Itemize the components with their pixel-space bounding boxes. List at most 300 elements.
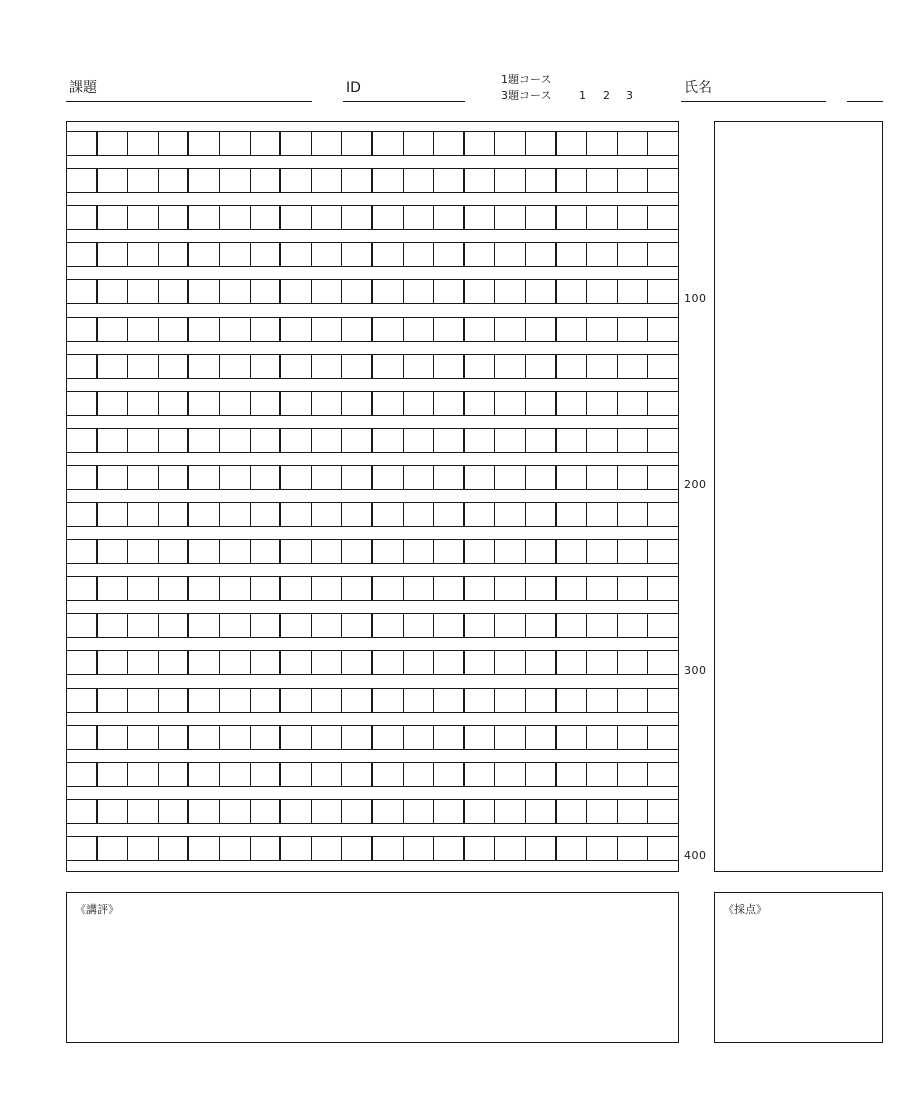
grid-cell[interactable] (434, 355, 465, 378)
grid-cell[interactable] (98, 355, 129, 378)
grid-cell[interactable] (67, 280, 98, 303)
grid-cell[interactable] (67, 614, 98, 637)
grid-cell[interactable] (495, 540, 526, 563)
grid-cell[interactable] (220, 355, 251, 378)
grid-cell[interactable] (67, 800, 98, 823)
grid-cell[interactable] (98, 837, 129, 860)
grid-cell[interactable] (281, 763, 312, 786)
grid-cell[interactable] (281, 355, 312, 378)
grid-cell[interactable] (618, 540, 649, 563)
grid-cell[interactable] (159, 355, 190, 378)
grid-cell[interactable] (67, 169, 98, 192)
grid-cell[interactable] (373, 392, 404, 415)
grid-cell[interactable] (587, 837, 618, 860)
grid-cell[interactable] (342, 800, 373, 823)
grid-cell[interactable] (342, 429, 373, 452)
grid-cell[interactable] (434, 132, 465, 155)
grid-cell[interactable] (648, 651, 679, 674)
grid-cell[interactable] (434, 318, 465, 341)
grid-cell[interactable] (618, 392, 649, 415)
grid-cell[interactable] (495, 429, 526, 452)
grid-cell[interactable] (434, 392, 465, 415)
grid-cell[interactable] (312, 540, 343, 563)
grid-cell[interactable] (618, 429, 649, 452)
grid-cell[interactable] (465, 577, 496, 600)
grid-cell[interactable] (128, 169, 159, 192)
grid-cell[interactable] (342, 280, 373, 303)
grid-cell[interactable] (128, 577, 159, 600)
grid-cell[interactable] (404, 726, 435, 749)
grid-cell[interactable] (251, 206, 282, 229)
grid-cell[interactable] (220, 577, 251, 600)
grid-cell[interactable] (587, 540, 618, 563)
grid-cell[interactable] (373, 132, 404, 155)
grid-cell[interactable] (648, 466, 679, 489)
grid-cell[interactable] (587, 206, 618, 229)
grid-cell[interactable] (189, 243, 220, 266)
grid-cell[interactable] (220, 466, 251, 489)
grid-cell[interactable] (618, 466, 649, 489)
grid-cell[interactable] (189, 503, 220, 526)
grid-cell[interactable] (128, 355, 159, 378)
grid-cell[interactable] (281, 577, 312, 600)
grid-cell[interactable] (220, 614, 251, 637)
grid-cell[interactable] (67, 429, 98, 452)
grid-cell[interactable] (220, 726, 251, 749)
grid-cell[interactable] (404, 169, 435, 192)
grid-cell[interactable] (251, 540, 282, 563)
grid-cell[interactable] (648, 392, 679, 415)
grid-cell[interactable] (373, 577, 404, 600)
grid-cell[interactable] (557, 726, 588, 749)
grid-cell[interactable] (648, 577, 679, 600)
grid-cell[interactable] (434, 280, 465, 303)
grid-cell[interactable] (67, 651, 98, 674)
grid-cell[interactable] (281, 132, 312, 155)
grid-cell[interactable] (373, 651, 404, 674)
grid-cell[interactable] (251, 280, 282, 303)
grid-cell[interactable] (67, 726, 98, 749)
grid-cell[interactable] (251, 318, 282, 341)
grid-cell[interactable] (159, 169, 190, 192)
grid-cell[interactable] (404, 392, 435, 415)
grid-cell[interactable] (67, 577, 98, 600)
grid-cell[interactable] (281, 243, 312, 266)
grid-cell[interactable] (342, 614, 373, 637)
grid-cell[interactable] (618, 577, 649, 600)
grid-cell[interactable] (648, 837, 679, 860)
grid-cell[interactable] (434, 429, 465, 452)
grid-cell[interactable] (526, 132, 557, 155)
grid-cell[interactable] (526, 243, 557, 266)
grid-cell[interactable] (67, 355, 98, 378)
grid-cell[interactable] (189, 800, 220, 823)
grid-cell[interactable] (342, 132, 373, 155)
grid-cell[interactable] (159, 206, 190, 229)
grid-cell[interactable] (648, 206, 679, 229)
grid-cell[interactable] (281, 800, 312, 823)
grid-cell[interactable] (98, 651, 129, 674)
grid-cell[interactable] (465, 355, 496, 378)
grid-cell[interactable] (159, 466, 190, 489)
grid-cell[interactable] (648, 169, 679, 192)
grid-cell[interactable] (98, 429, 129, 452)
grid-cell[interactable] (189, 169, 220, 192)
grid-cell[interactable] (495, 243, 526, 266)
grid-cell[interactable] (465, 800, 496, 823)
grid-cell[interactable] (312, 466, 343, 489)
grid-cell[interactable] (67, 837, 98, 860)
grid-cell[interactable] (526, 614, 557, 637)
grid-cell[interactable] (557, 429, 588, 452)
grid-cell[interactable] (495, 206, 526, 229)
grid-cell[interactable] (648, 243, 679, 266)
grid-cell[interactable] (557, 206, 588, 229)
grid-cell[interactable] (189, 206, 220, 229)
grid-cell[interactable] (557, 503, 588, 526)
grid-cell[interactable] (312, 169, 343, 192)
grid-cell[interactable] (220, 503, 251, 526)
grid-cell[interactable] (495, 651, 526, 674)
grid-cell[interactable] (251, 763, 282, 786)
grid-cell[interactable] (189, 689, 220, 712)
grid-cell[interactable] (159, 800, 190, 823)
grid-cell[interactable] (67, 392, 98, 415)
score-box[interactable] (714, 892, 883, 1043)
grid-cell[interactable] (342, 243, 373, 266)
grid-cell[interactable] (67, 503, 98, 526)
grid-cell[interactable] (189, 651, 220, 674)
grid-cell[interactable] (67, 243, 98, 266)
grid-cell[interactable] (557, 318, 588, 341)
grid-cell[interactable] (526, 466, 557, 489)
grid-cell[interactable] (98, 169, 129, 192)
grid-cell[interactable] (67, 132, 98, 155)
grid-cell[interactable] (312, 614, 343, 637)
grid-cell[interactable] (557, 577, 588, 600)
grid-cell[interactable] (342, 540, 373, 563)
grid-cell[interactable] (312, 800, 343, 823)
grid-cell[interactable] (342, 726, 373, 749)
grid-cell[interactable] (312, 503, 343, 526)
grid-cell[interactable] (342, 466, 373, 489)
grid-cell[interactable] (159, 132, 190, 155)
grid-cell[interactable] (98, 243, 129, 266)
grid-cell[interactable] (281, 651, 312, 674)
grid-cell[interactable] (312, 837, 343, 860)
grid-cell[interactable] (373, 800, 404, 823)
grid-cell[interactable] (465, 318, 496, 341)
grid-cell[interactable] (373, 689, 404, 712)
grid-cell[interactable] (587, 466, 618, 489)
grid-cell[interactable] (251, 429, 282, 452)
grid-cell[interactable] (557, 466, 588, 489)
grid-cell[interactable] (557, 800, 588, 823)
grid-cell[interactable] (587, 429, 618, 452)
grid-cell[interactable] (648, 726, 679, 749)
grid-cell[interactable] (495, 837, 526, 860)
grid-cell[interactable] (465, 726, 496, 749)
grid-cell[interactable] (312, 763, 343, 786)
grid-cell[interactable] (342, 689, 373, 712)
grid-cell[interactable] (189, 466, 220, 489)
grid-cell[interactable] (495, 466, 526, 489)
grid-cell[interactable] (404, 800, 435, 823)
grid-cell[interactable] (67, 540, 98, 563)
grid-cell[interactable] (159, 577, 190, 600)
grid-cell[interactable] (128, 206, 159, 229)
grid-cell[interactable] (526, 429, 557, 452)
grid-cell[interactable] (159, 318, 190, 341)
grid-cell[interactable] (189, 614, 220, 637)
grid-cell[interactable] (281, 689, 312, 712)
grid-cell[interactable] (220, 689, 251, 712)
grid-cell[interactable] (373, 429, 404, 452)
course-option-3[interactable]: 3 (626, 89, 633, 102)
grid-cell[interactable] (587, 577, 618, 600)
grid-cell[interactable] (159, 726, 190, 749)
grid-cell[interactable] (342, 206, 373, 229)
grid-cell[interactable] (495, 726, 526, 749)
grid-cell[interactable] (373, 318, 404, 341)
grid-cell[interactable] (189, 726, 220, 749)
name-field[interactable] (681, 101, 826, 102)
grid-cell[interactable] (618, 355, 649, 378)
grid-cell[interactable] (526, 689, 557, 712)
grid-cell[interactable] (495, 280, 526, 303)
grid-cell[interactable] (281, 206, 312, 229)
grid-cell[interactable] (251, 726, 282, 749)
grid-cell[interactable] (465, 614, 496, 637)
grid-cell[interactable] (465, 466, 496, 489)
grid-cell[interactable] (189, 132, 220, 155)
grid-cell[interactable] (128, 763, 159, 786)
grid-cell[interactable] (618, 206, 649, 229)
grid-cell[interactable] (189, 392, 220, 415)
grid-cell[interactable] (342, 651, 373, 674)
grid-cell[interactable] (404, 651, 435, 674)
grid-cell[interactable] (526, 392, 557, 415)
grid-cell[interactable] (312, 132, 343, 155)
grid-cell[interactable] (404, 355, 435, 378)
grid-cell[interactable] (220, 429, 251, 452)
grid-cell[interactable] (526, 280, 557, 303)
grid-cell[interactable] (404, 429, 435, 452)
grid-cell[interactable] (128, 503, 159, 526)
grid-cell[interactable] (159, 614, 190, 637)
grid-cell[interactable] (373, 837, 404, 860)
grid-cell[interactable] (312, 429, 343, 452)
grid-cell[interactable] (465, 689, 496, 712)
grid-cell[interactable] (557, 651, 588, 674)
grid-cell[interactable] (526, 577, 557, 600)
grid-cell[interactable] (281, 614, 312, 637)
grid-cell[interactable] (128, 466, 159, 489)
grid-cell[interactable] (98, 614, 129, 637)
grid-cell[interactable] (526, 503, 557, 526)
grid-cell[interactable] (128, 540, 159, 563)
grid-cell[interactable] (128, 614, 159, 637)
grid-cell[interactable] (618, 280, 649, 303)
grid-cell[interactable] (251, 355, 282, 378)
grid-cell[interactable] (434, 540, 465, 563)
grid-cell[interactable] (495, 503, 526, 526)
grid-cell[interactable] (404, 837, 435, 860)
grid-cell[interactable] (128, 651, 159, 674)
grid-cell[interactable] (434, 503, 465, 526)
grid-cell[interactable] (495, 169, 526, 192)
grid-cell[interactable] (67, 689, 98, 712)
grid-cell[interactable] (159, 689, 190, 712)
grid-cell[interactable] (495, 577, 526, 600)
grid-cell[interactable] (281, 392, 312, 415)
grid-cell[interactable] (526, 318, 557, 341)
grid-cell[interactable] (98, 800, 129, 823)
grid-cell[interactable] (557, 763, 588, 786)
grid-cell[interactable] (220, 206, 251, 229)
grid-cell[interactable] (312, 280, 343, 303)
grid-cell[interactable] (281, 280, 312, 303)
grid-cell[interactable] (648, 614, 679, 637)
grid-cell[interactable] (648, 355, 679, 378)
grid-cell[interactable] (373, 206, 404, 229)
grid-cell[interactable] (618, 651, 649, 674)
grid-cell[interactable] (557, 614, 588, 637)
grid-cell[interactable] (587, 243, 618, 266)
grid-cell[interactable] (465, 132, 496, 155)
grid-cell[interactable] (404, 466, 435, 489)
grid-cell[interactable] (618, 726, 649, 749)
grid-cell[interactable] (557, 540, 588, 563)
grid-cell[interactable] (465, 429, 496, 452)
grid-cell[interactable] (98, 280, 129, 303)
grid-cell[interactable] (587, 392, 618, 415)
grid-cell[interactable] (465, 540, 496, 563)
grid-cell[interactable] (251, 800, 282, 823)
grid-cell[interactable] (67, 206, 98, 229)
grid-cell[interactable] (189, 318, 220, 341)
grid-cell[interactable] (373, 726, 404, 749)
grid-cell[interactable] (189, 429, 220, 452)
grid-cell[interactable] (404, 280, 435, 303)
grid-cell[interactable] (404, 577, 435, 600)
grid-cell[interactable] (618, 800, 649, 823)
grid-cell[interactable] (648, 503, 679, 526)
grid-cell[interactable] (526, 206, 557, 229)
grid-cell[interactable] (342, 318, 373, 341)
grid-cell[interactable] (557, 355, 588, 378)
grid-cell[interactable] (159, 243, 190, 266)
grid-cell[interactable] (434, 689, 465, 712)
grid-cell[interactable] (373, 763, 404, 786)
grid-cell[interactable] (648, 540, 679, 563)
grid-cell[interactable] (159, 429, 190, 452)
grid-cell[interactable] (373, 280, 404, 303)
grid-cell[interactable] (159, 540, 190, 563)
grid-cell[interactable] (557, 392, 588, 415)
grid-cell[interactable] (404, 318, 435, 341)
grid-cell[interactable] (98, 726, 129, 749)
grid-cell[interactable] (648, 689, 679, 712)
grid-cell[interactable] (128, 392, 159, 415)
grid-cell[interactable] (67, 318, 98, 341)
grid-cell[interactable] (220, 280, 251, 303)
grid-cell[interactable] (587, 318, 618, 341)
grid-cell[interactable] (128, 318, 159, 341)
grid-cell[interactable] (648, 800, 679, 823)
grid-cell[interactable] (251, 837, 282, 860)
grid-cell[interactable] (281, 429, 312, 452)
grid-cell[interactable] (434, 466, 465, 489)
grid-cell[interactable] (587, 651, 618, 674)
grid-cell[interactable] (557, 132, 588, 155)
grid-cell[interactable] (159, 651, 190, 674)
grid-cell[interactable] (587, 763, 618, 786)
grid-cell[interactable] (526, 763, 557, 786)
grid-cell[interactable] (465, 243, 496, 266)
grid-cell[interactable] (495, 132, 526, 155)
grid-cell[interactable] (128, 837, 159, 860)
grid-cell[interactable] (618, 614, 649, 637)
grid-cell[interactable] (587, 132, 618, 155)
grid-cell[interactable] (251, 614, 282, 637)
grid-cell[interactable] (557, 689, 588, 712)
grid-cell[interactable] (189, 280, 220, 303)
grid-cell[interactable] (465, 280, 496, 303)
grid-cell[interactable] (434, 763, 465, 786)
grid-cell[interactable] (220, 132, 251, 155)
grid-cell[interactable] (312, 651, 343, 674)
grid-cell[interactable] (312, 689, 343, 712)
grid-cell[interactable] (220, 800, 251, 823)
grid-cell[interactable] (526, 355, 557, 378)
grid-cell[interactable] (312, 392, 343, 415)
grid-cell[interactable] (342, 392, 373, 415)
grid-cell[interactable] (587, 280, 618, 303)
grid-cell[interactable] (434, 614, 465, 637)
grid-cell[interactable] (373, 169, 404, 192)
grid-cell[interactable] (618, 689, 649, 712)
grid-cell[interactable] (189, 837, 220, 860)
grid-cell[interactable] (526, 169, 557, 192)
grid-cell[interactable] (648, 429, 679, 452)
grid-cell[interactable] (251, 132, 282, 155)
grid-cell[interactable] (98, 318, 129, 341)
grid-cell[interactable] (618, 763, 649, 786)
grid-cell[interactable] (557, 169, 588, 192)
grid-cell[interactable] (587, 726, 618, 749)
grid-cell[interactable] (128, 280, 159, 303)
grid-cell[interactable] (128, 243, 159, 266)
grid-cell[interactable] (618, 318, 649, 341)
grid-cell[interactable] (648, 763, 679, 786)
grid-cell[interactable] (526, 800, 557, 823)
grid-cell[interactable] (281, 169, 312, 192)
grid-cell[interactable] (404, 540, 435, 563)
grid-cell[interactable] (159, 763, 190, 786)
id-field[interactable] (343, 101, 465, 102)
grid-cell[interactable] (342, 355, 373, 378)
grid-cell[interactable] (648, 280, 679, 303)
grid-cell[interactable] (495, 392, 526, 415)
grid-cell[interactable] (128, 726, 159, 749)
grid-cell[interactable] (587, 503, 618, 526)
grid-cell[interactable] (312, 318, 343, 341)
grid-cell[interactable] (98, 132, 129, 155)
grid-cell[interactable] (189, 355, 220, 378)
grid-cell[interactable] (189, 577, 220, 600)
grid-cell[interactable] (495, 800, 526, 823)
